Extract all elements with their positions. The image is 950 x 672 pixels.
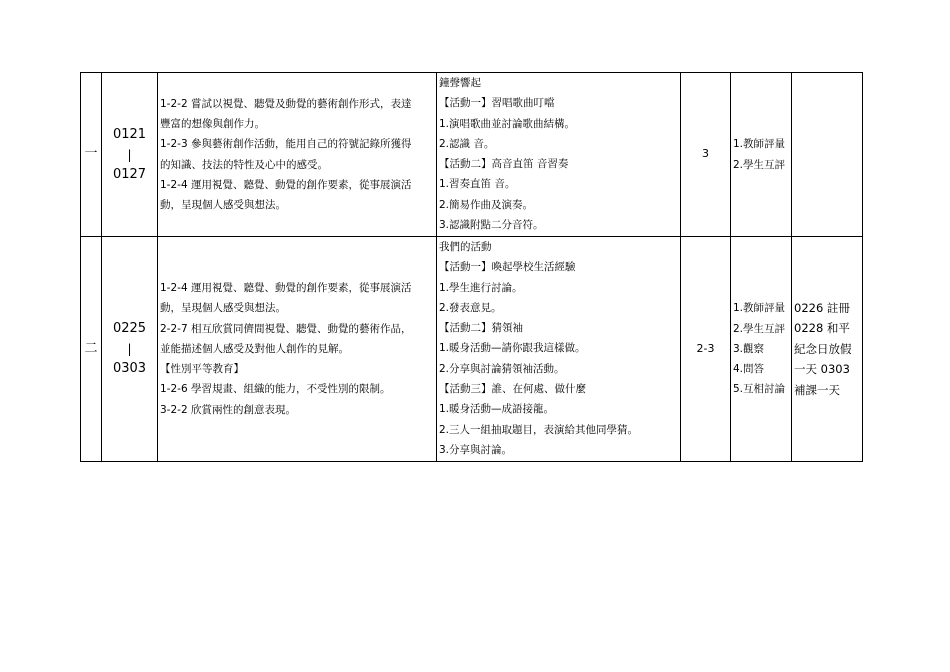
content-line: 1.學生進行討論。 [439,281,523,294]
week-number: 二 [81,237,102,462]
date-separator: | [127,342,132,356]
content-line: 2.簡易作曲及演奏。 [439,198,534,211]
content-line: 【活動一】習唱歌曲叮噹 [439,97,555,110]
indicator-line: 1-2-3 參與藝術創作活動，能用自己的符號記錄所獲得 [160,138,412,151]
week-number: 一 [81,73,102,237]
content-line: 1.習奏直笛 音。 [439,178,516,191]
assessment-item: 2.學生互評 [733,158,786,171]
indicator-line: 3-2-2 欣賞兩性的創意表現。 [160,403,296,416]
assessment-item: 2.學生互評 [733,322,786,335]
indicator-line: 1-2-4 運用視覺、聽覺、動覺的創作要素，從事展演活 [160,178,412,191]
date-range [102,73,158,237]
content-line: 1.暖身活動—請你跟我這樣做。 [439,342,586,355]
content-line: 2.三人一組抽取題目，表演給其他同學猜。 [439,423,639,436]
assessment-item: 1.教師評量 [733,302,786,315]
date-separator: | [127,147,132,162]
indicator-line: 1-2-4 運用視覺、聽覺、動覺的創作要素，從事展演活 [160,281,412,294]
indicator-line: 豐富的想像與創作力。 [160,117,265,130]
competence-indicators [158,237,437,462]
schedule-table [80,72,863,462]
content-line: 鐘聲響起 [439,77,481,89]
indicator-line: 1-2-6 學習規畫、組織的能力，不受性別的限制。 [160,383,391,396]
unit-content [437,237,681,462]
indicator-line: 2-2-7 相互欣賞同儕間視覺、聽覺、動覺的藝術作品， [160,322,412,335]
assessment-item: 4.問答 [733,363,765,376]
remarks [792,73,863,237]
unit-content [437,73,681,237]
assessment-methods [731,73,792,237]
indicator-line: 的知識、技法的特性及心中的感受。 [160,158,328,171]
assessment-item: 3.觀察 [733,342,765,355]
competence-indicators [158,73,437,237]
class-hours: 3 [681,73,731,237]
content-line: 我們的活動 [439,241,492,253]
date-end: 0303 [112,361,147,376]
table-row [81,73,863,237]
content-line: 3.分享與討論。 [439,443,513,456]
date-start: 0121 [112,126,147,142]
content-line: 2.分享與討論猜領袖活動。 [439,362,565,375]
table-row [81,237,863,462]
content-line: 【活動二】猜領袖 [439,322,523,335]
indicator-line: 【性別平等教育】 [160,363,244,376]
content-line: 【活動二】高音直笛 音習奏 [439,158,569,171]
assessment-methods [731,237,792,462]
date-range [102,237,158,462]
indicator-line: 並能描述個人感受及對他人創作的見解。 [160,342,349,355]
content-line: 2.認識 音。 [439,137,495,150]
indicator-line: 動，呈現個人感受與想法。 [160,302,286,315]
indicator-line: 1-2-2 嘗試以視覺、聽覺及動覺的藝術創作形式，表達 [160,97,412,110]
assessment-item: 5.互相討論 [733,383,786,396]
indicator-line: 動，呈現個人感受與想法。 [160,199,286,212]
content-line: 1.演唱歌曲並討論歌曲結構。 [439,117,576,130]
content-line: 2.發表意見。 [439,301,502,314]
content-line: 【活動三】誰、在何處、做什麼 [439,383,586,396]
remarks: 0226 註冊 0228 和平紀念日放假一天 0303 補課一天 [792,237,863,462]
content-line: 3.認識附點二分音符。 [439,219,544,232]
date-end: 0127 [112,166,147,182]
class-hours: 2-3 [681,237,731,462]
date-start: 0225 [112,321,147,336]
assessment-item: 1.教師評量 [733,138,786,151]
content-line: 【活動一】喚起學校生活經驗 [439,261,576,274]
content-line: 1.暖身活動—成語接龍。 [439,403,555,416]
